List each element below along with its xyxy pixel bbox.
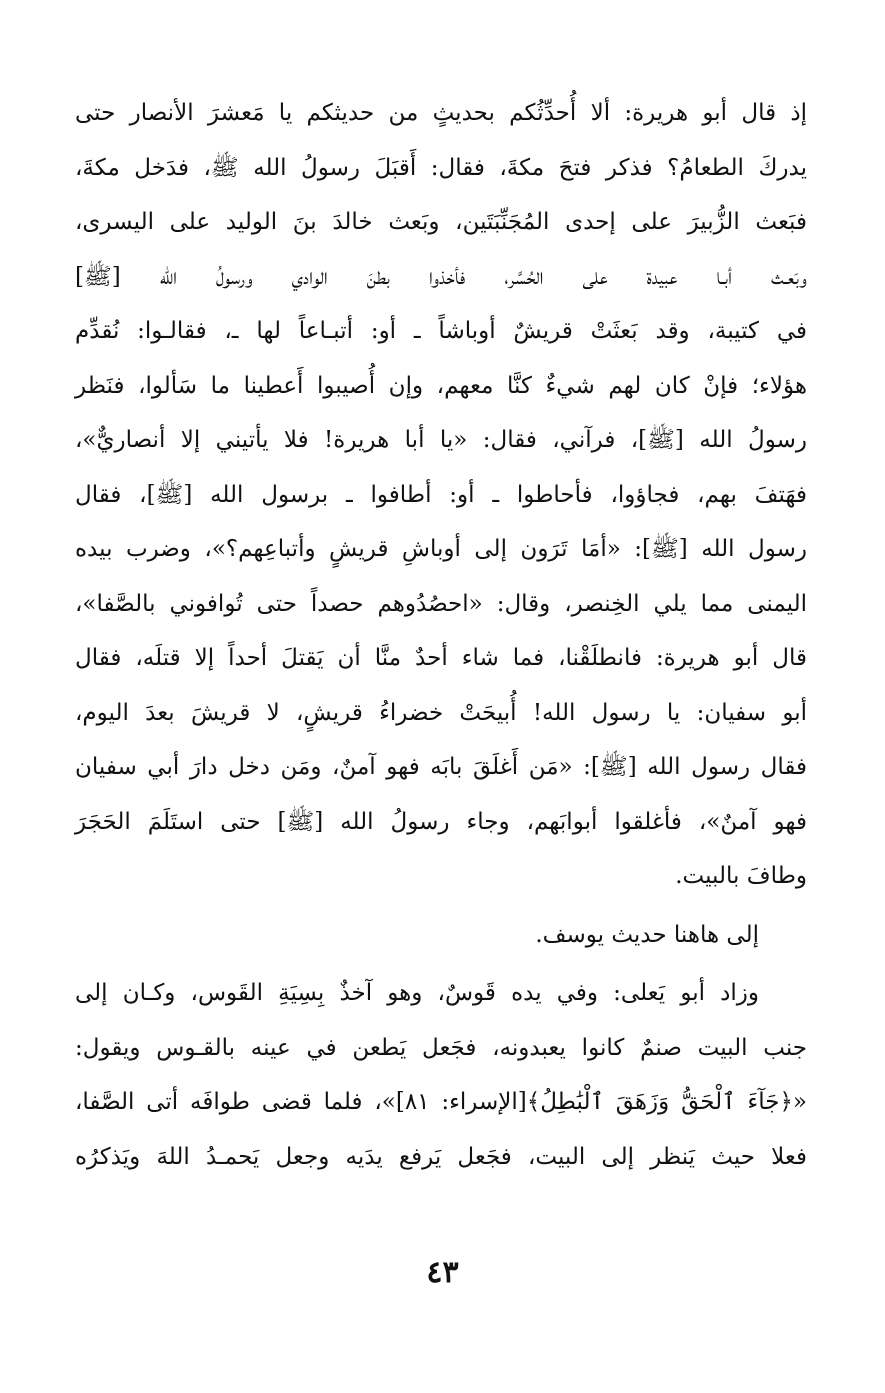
text-line: فبَعث الزُّبيرَ على إحدى المُجَنِّبَتَين، وبَعث خالدَ بنَ الوليد على اليسرى، — [75, 209, 807, 235]
text-line: وطافَ بالبيت. — [675, 863, 807, 889]
paragraph-3 — [75, 966, 807, 1184]
text-line: إذ قال أبو هريرة: ألا أُحدِّثُكم بحديثٍ من حديثكم يا مَعشرَ الأنصار حتى — [75, 100, 807, 126]
text-line: قال أبو هريرة: فانطلَقْنا، فما شاء أحدٌ منَّا أن يَقتلَ أحداً إلا قتلَه، فقال — [75, 645, 807, 671]
text-line: في كتيبة، وقد بَعثَتْ قريشٌ أوباشاً ـ أو: أتبـاعاً لها ـ، فقالـوا: نُقدِّم — [75, 318, 807, 344]
text-line: رسولُ الله [ﷺ]، فرآني، فقال: «يا أبا هريرة! فلا يأتيني إلا أنصاريٌّ»، — [75, 427, 807, 453]
text-line: فهو آمنٌ»، فأغلقوا أبوابَهم، وجاء رسولُ الله [ﷺ] حتى استَلَمَ الحَجَرَ — [75, 808, 807, 835]
text-line: يدركَ الطعامُ؟ فذكر فتحَ مكةَ، فقال: أَقبَلَ رسولُ الله ﷺ، فدَخل مكةَ، — [75, 154, 807, 181]
text-line: أبو سفيان: يا رسول الله! أُبيحَتْ خضراءُ قريشٍ، لا قريشَ بعدَ اليوم، — [75, 699, 807, 726]
text-line: وبَعـث أبـا عبيدة على الحُسَّر، فأخذوا بطنَ الوادي ورسولُ الله [ﷺ] — [75, 263, 807, 290]
text-line: فعلا حيث يَنظر إلى البيت، فجَعل يَرفع يدَيه وجعل يَحمـدُ اللهَ ويَذكرُه — [75, 1143, 807, 1170]
page-number: ٤٣ — [426, 1255, 459, 1290]
text-line: هؤلاء؛ فإنْ كان لهم شيءٌ كنَّا معهم، وإن أُصيبوا أَعطينا ما سَألوا، فنَظر — [75, 372, 807, 399]
paragraph-1 — [75, 86, 807, 904]
text-line: اليمنى مما يلي الخِنصر، وقال: «احصُدُوهم حصداً حتى تُوافوني بالصَّفا»، — [75, 590, 807, 617]
text-line: إلى هاهنا حديث يوسف. — [535, 921, 759, 948]
text-line: «﴿جَآءَ ٱلْحَقُّ وَزَهَقَ ٱلْبَٰطِلُ﴾[الإسراء: ٨١]»، فلما قضى طوافَه أتى الصَّفا، — [75, 1089, 807, 1115]
text-line: وزاد أبو يَعلى: وفي يده قَوسٌ، وهو آخذٌ بِسِيَةِ القَوس، وكـان إلى — [75, 980, 759, 1006]
text-line: فهَتفَ بهم، فجاؤوا، فأحاطوا ـ أو: أطافوا ـ برسول الله [ﷺ]، فقال — [75, 481, 807, 508]
paragraph-2 — [75, 908, 807, 963]
text-line: جنب البيت صنمٌ كانوا يعبدونه، فجَعل يَطعن في عينه بالقـوس ويقول: — [75, 1034, 807, 1061]
text-line: رسول الله [ﷺ]: «أمَا تَرَون إلى أوباشِ قريشٍ وأتباعِهم؟»، وضرب بيده — [75, 536, 807, 562]
page-body — [75, 86, 807, 1184]
text-line: فقال رسول الله [ﷺ]: «مَن أَغلَقَ بابَه فهو آمنٌ، ومَن دخل دارَ أبي سفيان — [75, 754, 807, 780]
